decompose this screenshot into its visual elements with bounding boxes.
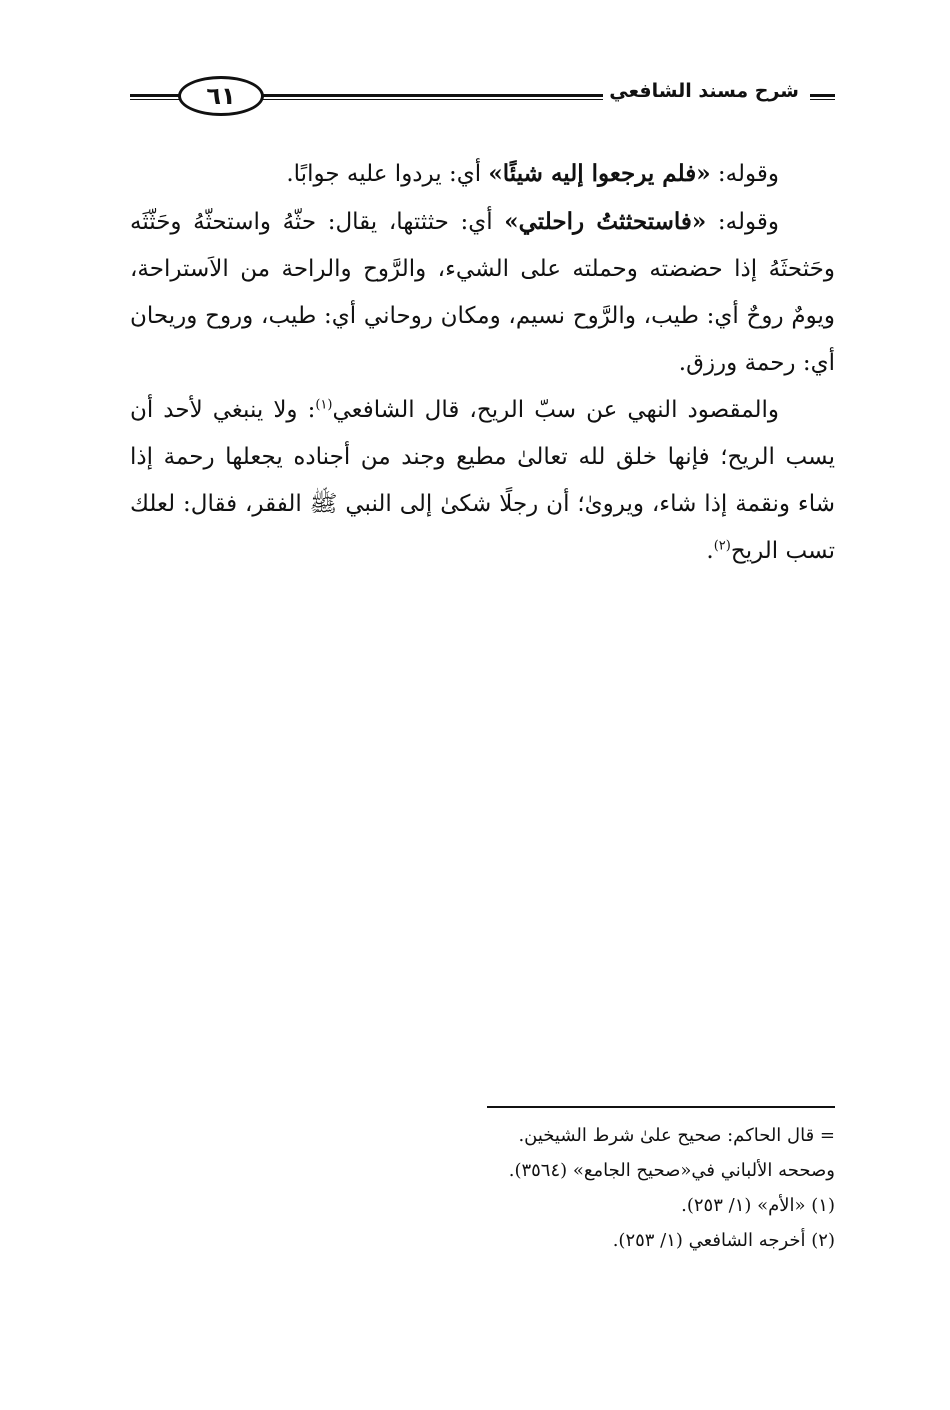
- footnotes: [360, 1118, 835, 1258]
- p1-lead: وقوله:: [710, 161, 779, 187]
- page-header: [130, 74, 835, 124]
- paragraph-3: [130, 387, 835, 575]
- p3-before-ref: والمقصود النهي عن سبّ الريح، قال الشافعي: [332, 397, 779, 423]
- paragraph-1: [130, 150, 835, 198]
- footnote-separator: [487, 1106, 835, 1108]
- page-number: ٦١: [178, 76, 264, 116]
- paragraph-2: [130, 198, 835, 387]
- p1-rest: أي: يردوا عليه جوابًا.: [286, 161, 489, 187]
- footnote-continuation: = قال الحاكم: صحيح علىٰ شرط الشيخين.: [518, 1125, 835, 1146]
- footnote-ref-2[interactable]: (٢): [713, 538, 731, 554]
- footnote-continuation-2: وصححه الألباني في«صحيح الجامع» (٣٥٦٤).: [508, 1160, 835, 1181]
- header-rule-right: [810, 94, 835, 100]
- p3-end: .: [706, 538, 714, 564]
- running-title: شرح مسند الشافعي: [603, 80, 805, 102]
- p2-quote: «فاستحثثتُ راحلتي»: [504, 208, 707, 235]
- main-text: [130, 150, 835, 575]
- footnote-ref-1[interactable]: (١): [315, 397, 333, 413]
- p3-after-ref: : ولا ينبغي لأحد أن يسب الريح؛ فإنها خلق لله تعالىٰ مطيع وجند من أجناده يجعلها رحمة إذا شاء ونقمة إذا شاء، ويروىٰ؛ أن رجلًا شكىٰ إلى النبي ﷺ الفقر، فقال: لعلك تسب الريح: [130, 397, 835, 564]
- p2-lead: وقوله:: [706, 209, 779, 235]
- footnote-2: (٢) أخرجه الشافعي (١/ ٢٥٣).: [612, 1230, 835, 1251]
- footnote-1: (١) «الأم» (١/ ٢٥٣).: [681, 1195, 835, 1216]
- p1-quote: «فلم يرجعوا إليه شيئًا»: [488, 160, 711, 187]
- p2-rest: أي: حثثتها، يقال: حثّهُ واستحثّهُ وحَثّثَه وحَثحثَهُ إذا حضضته وحملته على الشيء، والرَّوح والراحة من الاَستراحة، ويومٌ روحٌ أي: طيب، والرَّوح نسيم، ومكان روحاني أي: طيب، وروح وريحان أي: رحمة ورزق.: [130, 209, 835, 376]
